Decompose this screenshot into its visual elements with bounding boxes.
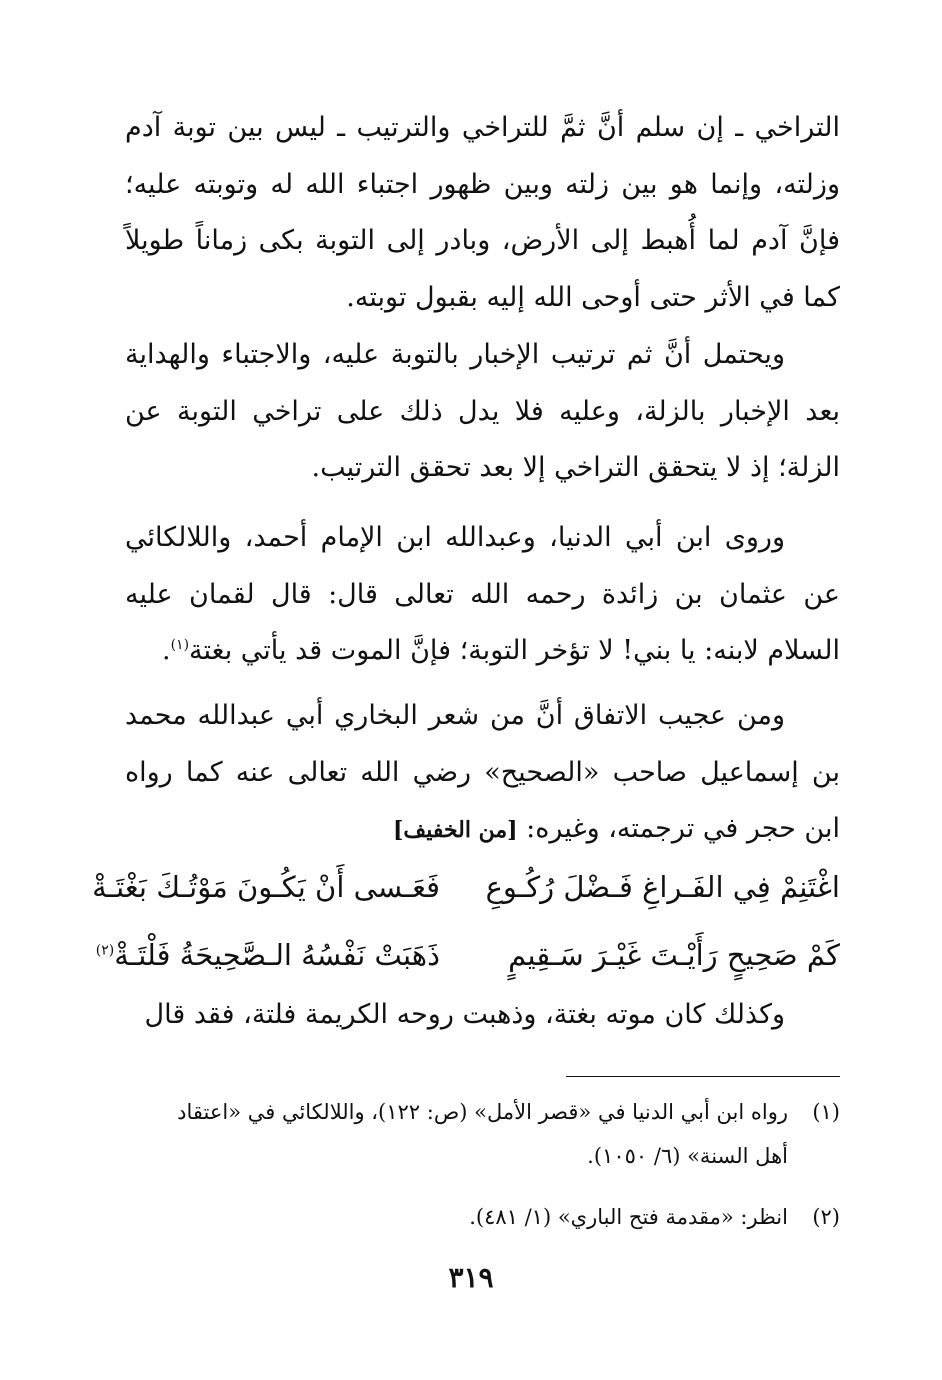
verse-2-second-text: ذَهَبَتْ نَفْسُهُ الـصَّحِيحَةُ فَلْتَـةْ bbox=[114, 938, 440, 972]
footnote-2 bbox=[125, 1195, 840, 1239]
paragraph-4 bbox=[125, 688, 840, 859]
footnote-1-line-1 bbox=[125, 1090, 840, 1134]
footnote-2-number: (٢) bbox=[812, 1205, 840, 1229]
footnote-ref-2[interactable]: (٢) bbox=[95, 942, 115, 959]
footnote-2-line bbox=[125, 1195, 840, 1239]
page-number: ٣١٩ bbox=[448, 1261, 494, 1294]
paragraph-4-body: ومن عجيب الاتفاق أنَّ من شعر البخاري أبي عبدالله محمد بن إسماعيل صاحب «الصحيح» رضي الله تعالى عنه كما رواه ابن حجر في ترجمته، وغيره: bbox=[125, 700, 840, 844]
paragraph-2 bbox=[125, 327, 840, 497]
footnote-1-line-2: أهل السنة» (٦/ ١٠٥٠). bbox=[587, 1144, 788, 1168]
footnote-2-text: انظر: «مقدمة فتح الباري» (١/ ٤٨١). bbox=[469, 1205, 788, 1229]
poem-verse-2 bbox=[95, 927, 840, 983]
paragraph-3-text bbox=[125, 510, 840, 680]
paragraph-5-text: وكذلك كان موته بغتة، وذهبت روحه الكريمة فلتة، فقد قال bbox=[144, 999, 785, 1030]
verse-1-first-hemistich: اغْتَنِمْ فِي الفَـراغِ فَـضْلَ رُكُـوعِ bbox=[485, 870, 840, 904]
footnote-separator bbox=[566, 1076, 840, 1077]
footnote-1 bbox=[125, 1090, 840, 1178]
paragraph-1 bbox=[125, 100, 840, 326]
footnote-ref-1[interactable]: (١) bbox=[170, 637, 190, 653]
poetic-meter-label: [من الخفيف] bbox=[393, 817, 518, 843]
verse-2-second-hemistich bbox=[96, 927, 440, 983]
paragraph-1-text: التراخي ـ إن سلم أنَّ ثمَّ للتراخي والترتيب ـ ليس بين توبة آدم وزلته، وإنما هو بين زلته وبين ظهور اجتباء الله له وتوبته عليه؛ فإنَّ آدم لما أُهبط إلى الأرض، وبادر إلى التوبة بكى زماناً طويلاً كما في الأثر حتى أوحى الله إليه بقبول توبته. bbox=[125, 112, 840, 313]
paragraph-3-body: وروى ابن أبي الدنيا، وعبدالله ابن الإمام أحمد، واللالكائي عن عثمان بن زائدة رحمه الله تعالى قال: قال لقمان عليه السلام لابنه: يا بني! لا تؤخر التوبة؛ فإنَّ الموت قد يأتي بغتة bbox=[125, 522, 840, 666]
paragraph-2-text: ويحتمل أنَّ ثم ترتيب الإخبار بالتوبة عليه، والاجتباء والهداية بعد الإخبار بالزلة، وعليه فلا يدل ذلك على تراخي التوبة عن الزلة؛ إذ لا يتحقق التراخي إلا بعد تحقق الترتيب. bbox=[125, 339, 840, 483]
verse-1-second-hemistich: فَعَـسى أَنْ يَكُـونَ مَوْتُـكَ بَغْتَـةْ bbox=[92, 870, 440, 904]
paragraph-3-period: . bbox=[161, 635, 171, 666]
footnote-1-text: رواه ابن أبي الدنيا في «قصر الأمل» (ص: ١٢٢)، واللالكائي في «اعتقاد bbox=[177, 1100, 788, 1124]
verse-2-first-hemistich: كَمْ صَحِيحٍ رَأَيْـتَ غَيْـرَ سَـقِيمٍ bbox=[508, 938, 840, 972]
paragraph-3 bbox=[125, 510, 840, 680]
footnote-1-number: (١) bbox=[812, 1100, 840, 1124]
paragraph-4-text bbox=[125, 688, 840, 859]
paragraph-5 bbox=[125, 987, 840, 1044]
poem-verse-1 bbox=[92, 859, 840, 915]
